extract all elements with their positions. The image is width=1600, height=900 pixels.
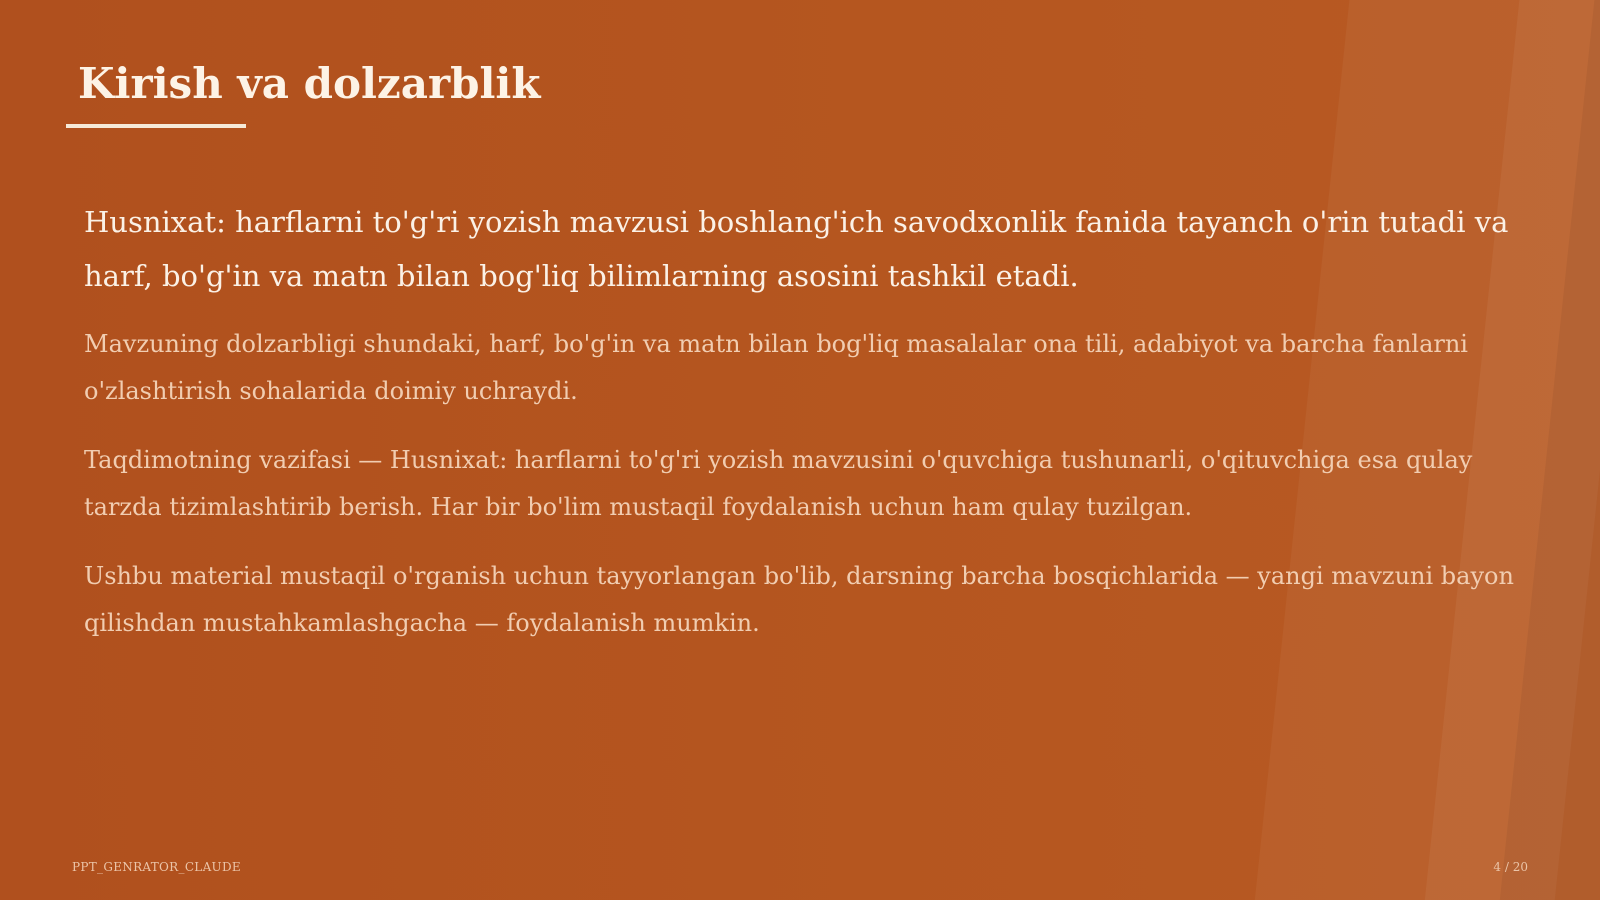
title-underline (66, 124, 246, 128)
footer-source: PPT_GENRATOR_CLAUDE (72, 860, 241, 874)
body-paragraph: Ushbu material mustaqil o'rganish uchun tayyorlangan bo'lib, darsning barcha bosqichlarida — yangi mavzuni bayon qilishdan mustahkamlashgacha — foydalanish mumkin. (84, 562, 1514, 637)
lead-paragraph: Husnixat: harflarni to'g'ri yozish mavzusi boshlang'ich savodxonlik fanida tayanch o'rin tutadi va harf, bo'g'in va matn bilan bog'liq bilimlarning asosini tashkil etadi. (84, 205, 1509, 293)
slide-content (84, 195, 1514, 669)
body-paragraph: Taqdimotning vazifasi — Husnixat: harflarni to'g'ri yozish mavzusini o'quvchiga tushunarli, o'qituvchiga esa qulay tarzda tizimlashtirib berish. Har bir bo'lim mustaqil foydalanish uchun ham qulay tuzilgan. (84, 446, 1473, 521)
page-number: 4 / 20 (1493, 860, 1528, 874)
body-paragraph: Mavzuning dolzarbligi shundaki, harf, bo'g'in va matn bilan bog'liq masalalar ona tili, adabiyot va barcha fanlarni o'zlashtirish sohalarida doimiy uchraydi. (84, 330, 1468, 405)
slide-title: Kirish va dolzarblik (78, 59, 541, 108)
